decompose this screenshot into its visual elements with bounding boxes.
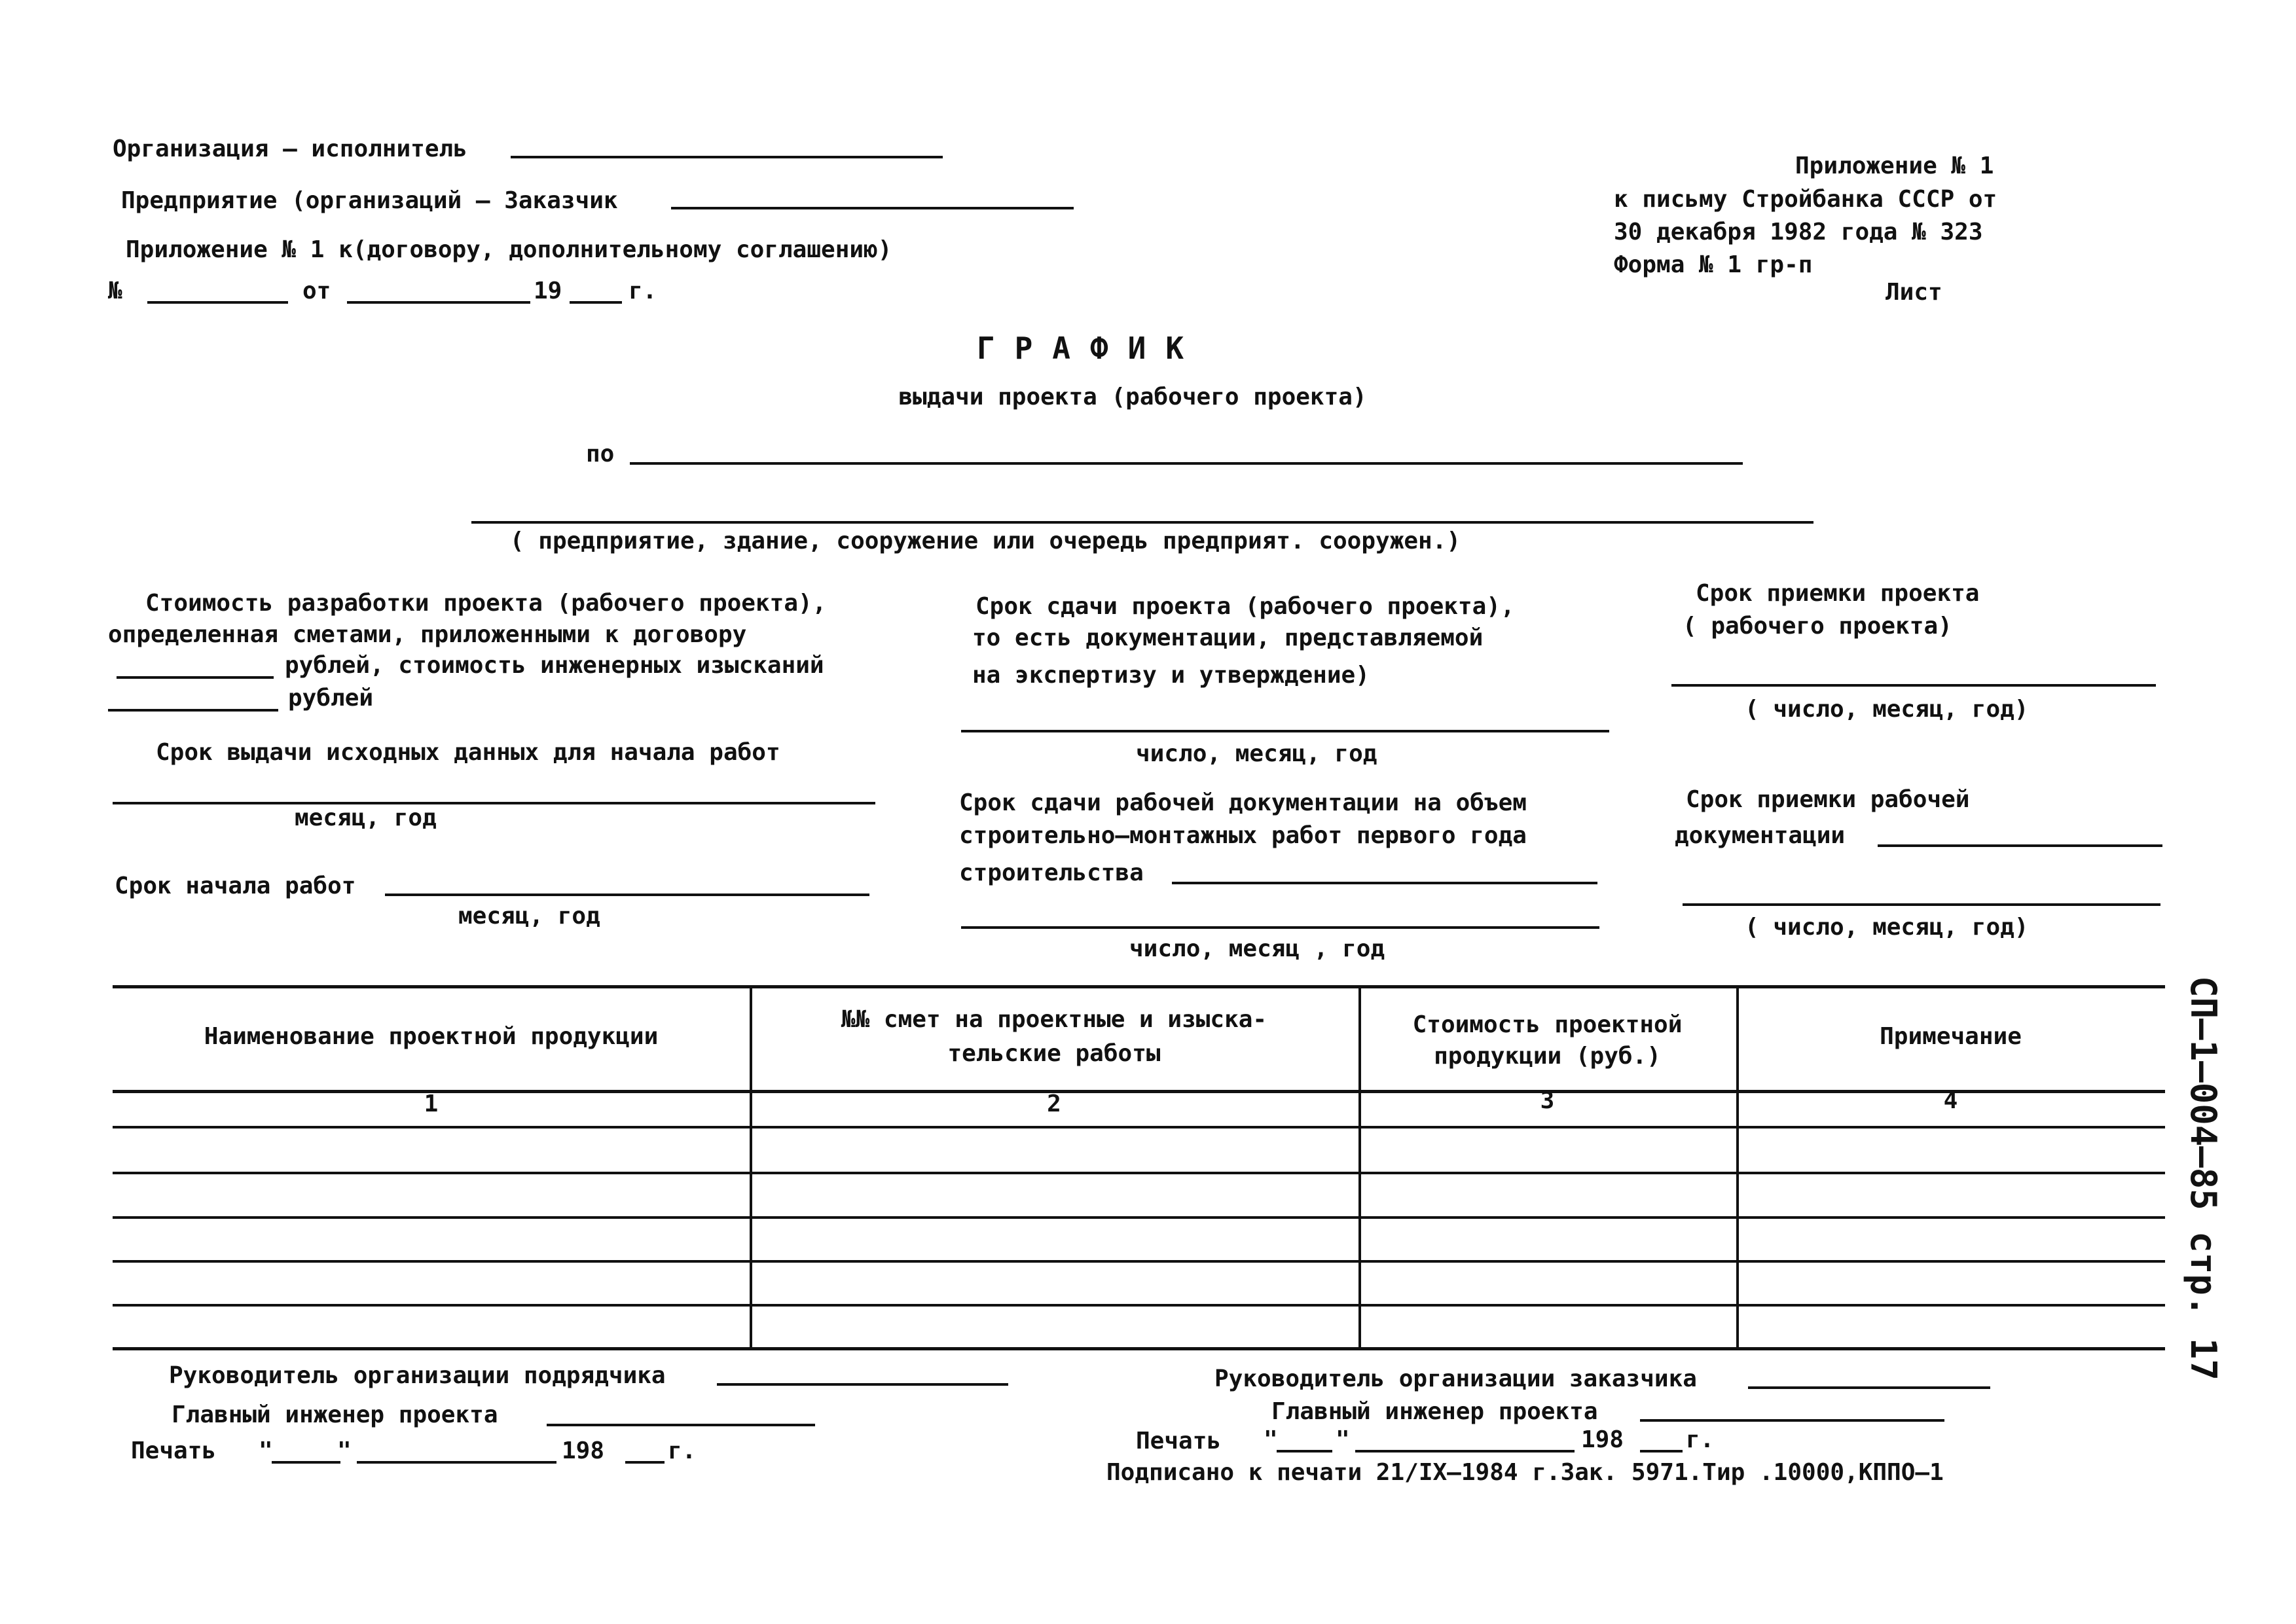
month-year-caption-1: месяц, год	[295, 804, 437, 831]
cost-line-2: определенная сметами, приложенными к договору	[108, 621, 747, 648]
day-right-field[interactable]	[1277, 1450, 1332, 1453]
quote-close-right: "	[1336, 1426, 1350, 1453]
year-left-field[interactable]	[625, 1461, 665, 1464]
submit-line-1: Срок сдачи проекта (рабочего проекта),	[975, 593, 1515, 620]
table-row[interactable]	[113, 1219, 2165, 1259]
object-name-field[interactable]	[630, 462, 1743, 465]
table-header-cost-line-2: продукции (руб.)	[1434, 1043, 1661, 1070]
work-docs-line-3: строительства	[959, 859, 1144, 886]
year-prefix-label: 19	[534, 278, 562, 304]
accept-docs-line-1: Срок приемки рабочей	[1686, 786, 1970, 813]
table-bottom-border	[113, 1347, 2165, 1350]
appendix-label: Приложение № 1	[1795, 153, 1994, 179]
accept-docs-date-field[interactable]	[1683, 903, 2160, 906]
table-row[interactable]	[113, 1128, 2165, 1170]
submit-line-2: то есть документации, представляемой	[972, 624, 1484, 651]
chief-engineer-left-signature[interactable]	[547, 1424, 815, 1426]
survey-cost-field[interactable]	[108, 709, 278, 712]
work-docs-line-1: Срок сдачи рабочей документации на объем	[959, 789, 1527, 816]
chief-engineer-right-label: Главный инженер проекта	[1271, 1398, 1598, 1425]
dev-cost-field[interactable]	[117, 676, 274, 679]
table-col-number-3: 3	[1540, 1087, 1555, 1114]
po-label: по	[586, 441, 615, 467]
source-data-label: Срок выдачи исходных данных для начала работ	[156, 739, 780, 766]
work-docs-date-field[interactable]	[961, 926, 1599, 929]
table-header-cost	[1358, 1009, 1736, 1072]
year-suffix-left: г.	[668, 1437, 697, 1464]
quote-close-left: "	[337, 1437, 352, 1464]
work-docs-field[interactable]	[1172, 882, 1597, 884]
org-executor-label: Организация – исполнитель	[113, 135, 467, 162]
quote-open-left: "	[259, 1437, 273, 1464]
sheet-label: Лист	[1886, 279, 1942, 306]
year-suffix-label: г.	[629, 278, 657, 304]
contract-year-field[interactable]	[570, 301, 622, 304]
month-year-caption-2: месяц, год	[458, 903, 600, 929]
submit-date-field[interactable]	[961, 730, 1609, 732]
accept-docs-line-2: документации	[1675, 822, 1846, 849]
enterprise-customer-label: Предприятие (организаций – Заказчик	[121, 187, 618, 214]
side-label: СП–1–004–85 стр. 17	[2183, 976, 2224, 1380]
table-top-border	[113, 985, 2165, 988]
table-row[interactable]	[113, 1307, 2165, 1346]
contract-number-field[interactable]	[147, 301, 288, 304]
chief-engineer-right-signature[interactable]	[1640, 1419, 1944, 1422]
accept-docs-field[interactable]	[1878, 844, 2162, 847]
date-caption-col2-2: число, месяц , год	[1129, 935, 1385, 962]
table-header-estimates	[750, 1003, 1358, 1071]
work-docs-line-2: строительно–монтажных работ первого года	[959, 822, 1527, 849]
table-row[interactable]	[113, 1263, 2165, 1303]
quote-open-right: "	[1264, 1426, 1278, 1453]
document-title: ГРАФИК	[976, 331, 1204, 366]
table-col-number-4: 4	[1943, 1087, 1958, 1114]
year-right-field[interactable]	[1640, 1450, 1683, 1453]
seal-left-label: Печать	[131, 1437, 217, 1464]
enterprise-customer-field[interactable]	[671, 207, 1074, 209]
accept-line-2: ( рабочего проекта)	[1683, 613, 1952, 640]
date-caption-col3-1: ( число, месяц, год)	[1745, 696, 2029, 723]
start-work-field[interactable]	[385, 893, 869, 896]
table-col-number-2: 2	[1047, 1091, 1061, 1117]
number-sign: №	[108, 278, 122, 304]
table-header-estimates-line-2: тельские работы	[947, 1040, 1161, 1067]
cost-line-1: Стоимость разработки проекта (рабочего проекта),	[145, 590, 827, 617]
accept-line-1: Срок приемки проекта	[1696, 580, 1980, 607]
date-line: 30 декабря 1982 года № 323	[1614, 219, 1983, 245]
year-suffix-right: г.	[1686, 1426, 1715, 1453]
submit-line-3: на экспертизу и утверждение)	[972, 662, 1370, 689]
cost-line-3: рублей, стоимость инженерных изысканий	[285, 652, 824, 679]
table-row[interactable]	[113, 1174, 2165, 1215]
side-stamp	[2160, 962, 2246, 1414]
print-info: Подписано к печати 21/IX–1984 г.Зак. 5971.Тир .10000,КППО–1	[1106, 1459, 1944, 1486]
document-subtitle: выдачи проекта (рабочего проекта)	[898, 384, 1367, 410]
table-header-note: Примечание	[1880, 1023, 2022, 1050]
source-data-field[interactable]	[113, 802, 875, 804]
accept-date-field[interactable]	[1671, 684, 2156, 687]
month-left-field[interactable]	[357, 1461, 556, 1464]
month-right-field[interactable]	[1355, 1450, 1575, 1453]
table-header-estimates-line-1: №№ смет на проектные и изыска-	[841, 1006, 1267, 1033]
table-header-name: Наименование проектной продукции	[204, 1023, 659, 1050]
seal-right-label: Печать	[1136, 1428, 1222, 1454]
form-line: Форма № 1 гр-п	[1614, 251, 1813, 278]
org-executor-field[interactable]	[511, 156, 943, 158]
object-caption: ( предприятие, здание, сооружение или очередь предприят. сооружен.)	[509, 528, 1461, 554]
object-name-field-2[interactable]	[471, 521, 1813, 524]
head-customer-label: Руководитель организации заказчика	[1214, 1365, 1697, 1392]
head-contractor-signature[interactable]	[717, 1383, 1008, 1386]
date-caption-col3-2: ( число, месяц, год)	[1745, 914, 2029, 941]
head-customer-signature[interactable]	[1748, 1386, 1990, 1389]
cost-line-4: рублей	[288, 685, 374, 712]
start-work-label: Срок начала работ	[115, 873, 356, 899]
chief-engineer-left-label: Главный инженер проекта	[172, 1401, 498, 1428]
day-left-field[interactable]	[272, 1461, 340, 1464]
contract-date-field[interactable]	[347, 301, 530, 304]
table-header-cost-line-1: Стоимость проектной	[1412, 1011, 1683, 1038]
year-prefix-right: 198	[1581, 1426, 1624, 1453]
head-contractor-label: Руководитель организации подрядчика	[169, 1362, 666, 1389]
table-col-number-1: 1	[424, 1091, 439, 1117]
from-label: от	[302, 278, 331, 304]
year-prefix-left: 198	[562, 1437, 605, 1464]
appendix-contract-label: Приложение № 1 к(договору, дополнительному соглашению)	[126, 236, 892, 263]
letter-line: к письму Стройбанка СССР от	[1614, 186, 1997, 213]
date-caption-col2-1: число, месяц, год	[1136, 740, 1377, 767]
